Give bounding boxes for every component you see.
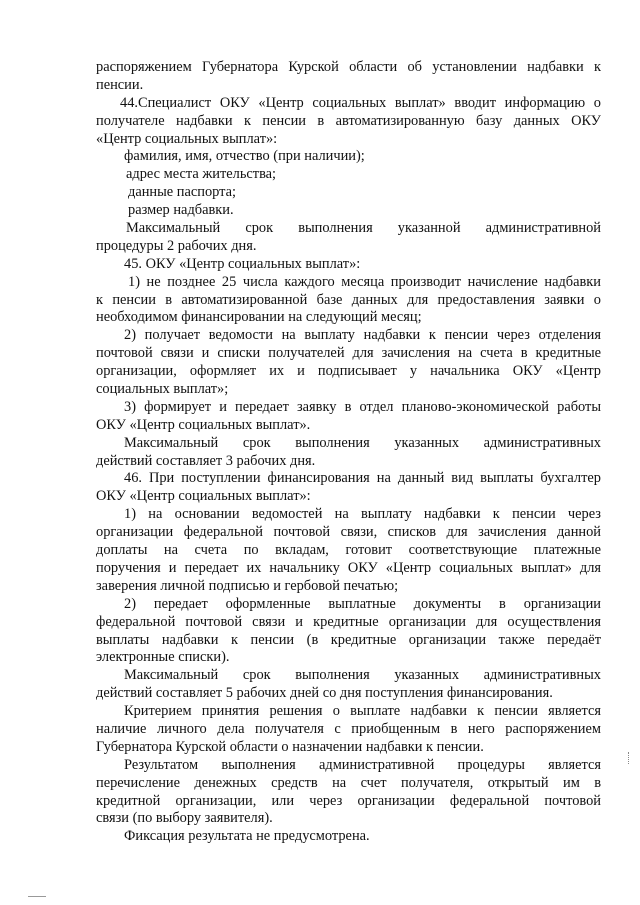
- text-line: получателе надбавки к пенсии в автоматизированную базу данных ОКУ: [96, 112, 601, 129]
- text-line: фамилия, имя, отчество (при наличии);: [124, 148, 365, 165]
- text-line: Губернатора Курской области о назначении надбавки к пенсии.: [96, 738, 484, 755]
- text-line: Максимальный срок выполнения указанных административных: [124, 667, 601, 684]
- text-line: организации федеральной почтовой связи, списков для зачисления данной: [96, 524, 601, 541]
- text-line: почтовой связи и списки получателей для зачисления на счета в кредитные: [96, 345, 601, 362]
- text-line: 1) на основании ведомостей на выплату надбавки к пенсии через: [124, 506, 601, 523]
- text-line: действий составляет 3 рабочих дня.: [96, 452, 316, 469]
- text-line: действий составляет 5 рабочих дней со дня поступления финансирования.: [96, 685, 553, 702]
- text-line: процедуры 2 рабочих дня.: [96, 237, 257, 254]
- text-line: пенсии.: [96, 76, 144, 93]
- text-line: «Центр социальных выплат»:: [96, 130, 278, 147]
- text-line: ОКУ «Центр социальных выплат».: [96, 416, 311, 433]
- text-line: наличие личного дела получателя с приобщенным в него распоряжением: [96, 720, 601, 737]
- text-line: кредитной организации, или через организации федеральной почтовой: [96, 792, 601, 809]
- text-line: размер надбавки.: [128, 202, 234, 219]
- text-line: 2) передает оформленные выплатные документы в организации: [124, 595, 601, 612]
- text-line: 3) формирует и передает заявку в отдел планово-экономической работы: [124, 398, 601, 415]
- text-line: выплаты надбавки к пенсии (в кредитные организации также передаёт: [96, 631, 601, 648]
- text-line: федеральной почтовой связи и кредитные организации для осуществления: [96, 613, 601, 630]
- text-line: Максимальный срок выполнения указанных административных: [124, 434, 601, 451]
- text-line: поручения и передает их начальнику ОКУ «Центр социальных выплат» для: [96, 559, 601, 576]
- text-line: заверения личной подписью и гербовой печатью;: [96, 577, 399, 594]
- text-line: 45. ОКУ «Центр социальных выплат»:: [124, 255, 361, 272]
- text-line: Результатом выполнения административной процедуры является: [124, 756, 601, 773]
- text-line: распоряжением Губернатора Курской области об установлении надбавки к: [96, 59, 601, 75]
- text-line: Максимальный срок выполнения указанной административной: [126, 220, 601, 237]
- scan-margin-mark: [628, 752, 632, 764]
- text-line: доплаты на счета по вкладам, готовит соответствующие платежные: [96, 542, 601, 559]
- text-line: 2) получает ведомости на выплату надбавки к пенсии через отделения: [124, 327, 601, 344]
- text-line: к пенсии в автоматизированной базе данных для предоставления заявки о: [96, 291, 601, 308]
- text-line: электронные списки).: [96, 649, 230, 666]
- text-line: организации, оформляет их и подписывает у начальника ОКУ «Центр: [96, 363, 601, 380]
- text-line: связи (по выбору заявителя).: [96, 810, 273, 827]
- text-line: данные паспорта;: [128, 184, 236, 201]
- text-line: перечисление денежных средств на счет получателя, открытый им в: [96, 774, 601, 791]
- text-line: адрес места жительства;: [126, 166, 277, 183]
- text-line: Критерием принятия решения о выплате надбавки к пенсии является: [124, 703, 601, 720]
- text-line: социальных выплат»;: [96, 381, 229, 398]
- document-body: [96, 59, 601, 846]
- text-line: 1) не позднее 25 числа каждого месяца производит начисление надбавки: [128, 273, 601, 290]
- text-line: ОКУ «Центр социальных выплат»:: [96, 488, 311, 505]
- text-line: необходимом финансировании на следующий месяц;: [96, 309, 422, 326]
- scan-footer-mark: [28, 896, 46, 897]
- text-line: 46. При поступлении финансирования на данный вид выплаты бухгалтер: [124, 470, 601, 487]
- text-line: Фиксация результата не предусмотрена.: [124, 828, 370, 845]
- text-line: 44.Специалист ОКУ «Центр социальных выплат» вводит информацию о: [120, 94, 601, 111]
